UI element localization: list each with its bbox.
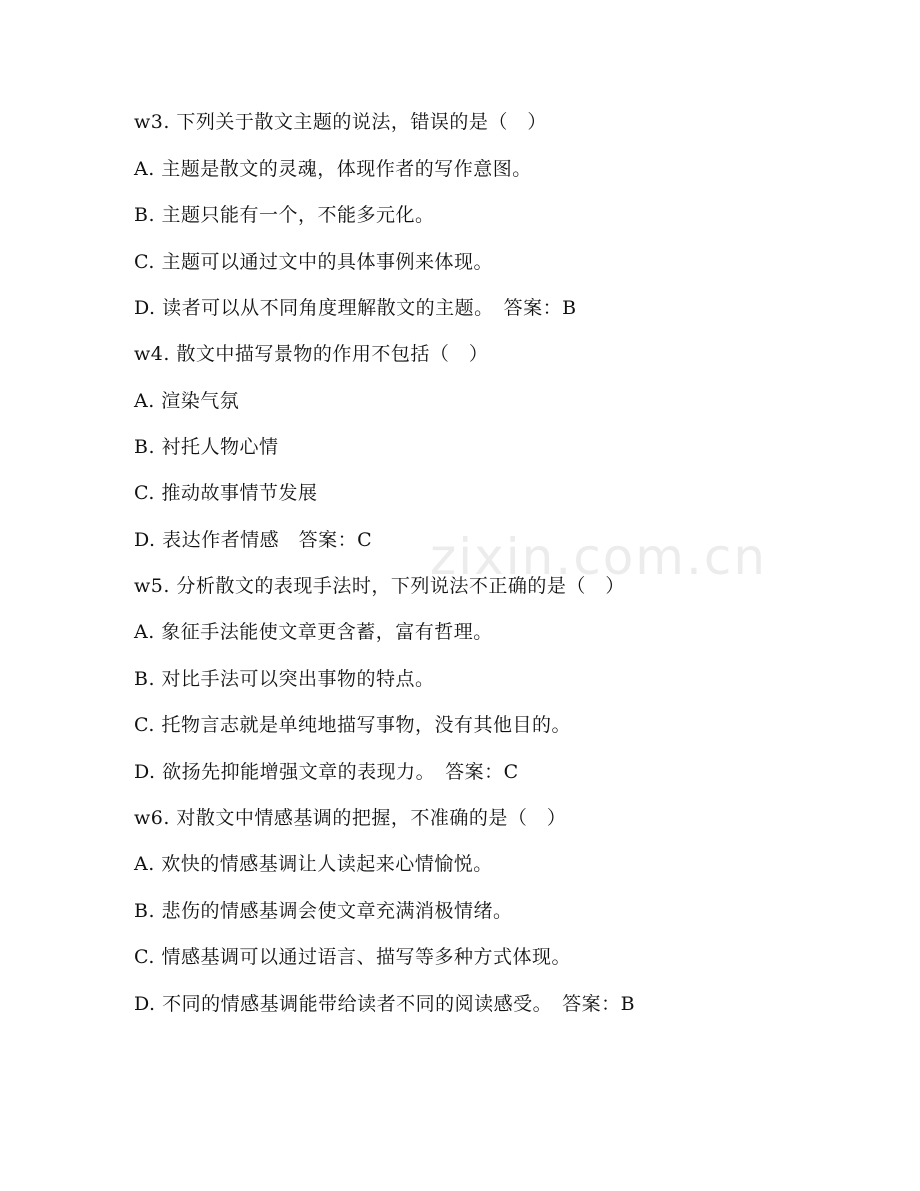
question-option-with-answer: D. 不同的情感基调能带给读者不同的阅读感受。 答案：B: [134, 993, 636, 1015]
question-stem: w3. 下列关于散文主题的说法，错误的是（ ）: [134, 111, 547, 133]
question-option: B. 主题只能有一个，不能多元化。: [134, 204, 435, 226]
question-option: B. 对比手法可以突出事物的特点。: [134, 668, 435, 690]
question-stem: w5. 分析散文的表现手法时，下列说法不正确的是（ ）: [134, 575, 625, 597]
question-option-with-answer: D. 表达作者情感 答案：C: [134, 529, 373, 551]
question-option: A. 主题是散文的灵魂，体现作者的写作意图。: [134, 158, 532, 180]
question-option: C. 推动故事情节发展: [134, 482, 318, 504]
question-stem: w4. 散文中描写景物的作用不包括（ ）: [134, 343, 489, 365]
question-option: B. 悲伤的情感基调会使文章充满消极情绪。: [134, 900, 513, 922]
question-option-with-answer: D. 欲扬先抑能增强文章的表现力。 答案：C: [134, 761, 519, 783]
question-stem: w6. 对散文中情感基调的把握，不准确的是（ ）: [134, 807, 567, 829]
question-option: C. 托物言志就是单纯地描写事物，没有其他目的。: [134, 714, 571, 736]
question-option: A. 欢快的情感基调让人读起来心情愉悦。: [134, 853, 493, 875]
question-option: C. 主题可以通过文中的具体事例来体现。: [134, 251, 493, 273]
question-option: A. 象征手法能使文章更含蓄，富有哲理。: [134, 621, 493, 643]
question-option: C. 情感基调可以通过语言、描写等多种方式体现。: [134, 946, 571, 968]
question-option: A. 渲染气氛: [134, 390, 240, 412]
question-option: B. 衬托人物心情: [134, 436, 279, 458]
question-option-with-answer: D. 读者可以从不同角度理解散文的主题。 答案：B: [134, 297, 577, 319]
watermark: zixin.com.cn: [430, 528, 768, 586]
